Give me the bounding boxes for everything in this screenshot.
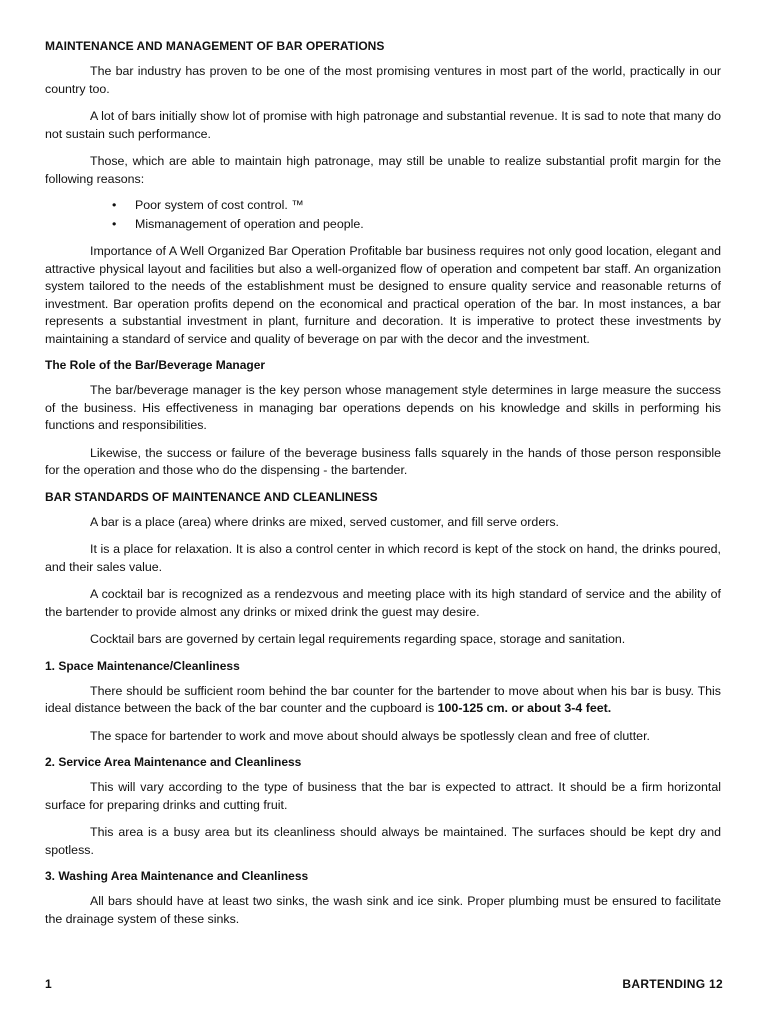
space-paragraph-1-text: There should be sufficient room behind the bar counter for the bartender to move about when his bar is busy. This ideal distance between the back of the bar counter and the cupboard is — [45, 683, 721, 715]
service-paragraph-1: This will vary according to the type of business that the bar is expected to attract. It should be a firm horizontal surface for preparing drinks and cutting fruit. — [45, 780, 721, 812]
standards-paragraph-2: It is a place for relaxation. It is also a control center in which record is kept of the stock on hand, the drinks poured, and their sales value. — [45, 542, 721, 574]
standards-heading: BAR STANDARDS OF MAINTENANCE AND CLEANLINESS — [45, 489, 378, 504]
document-page — [45, 33, 721, 938]
space-paragraph-1 — [45, 683, 721, 718]
intro-paragraph-2: A lot of bars initially show lot of promise with high patronage and substantial revenue. It is sad to note that many do not sustain such performance. — [45, 109, 721, 141]
list-item-text: Mismanagement of operation and people. — [135, 217, 364, 231]
page-footer — [45, 977, 723, 991]
list-item — [45, 196, 721, 215]
standards-paragraph-3: A cocktail bar is recognized as a rendezvous and meeting place with its high standard of service and the ability of the bartender to provide almost any drinks or mixed drink the guest may desire. — [45, 587, 721, 619]
standards-paragraph-1: A bar is a place (area) where drinks are mixed, served customer, and fill serve orders. — [90, 514, 559, 529]
intro-paragraph-1: The bar industry has proven to be one of the most promising ventures in most part of the world, practically in our country too. — [45, 64, 721, 96]
role-heading: The Role of the Bar/Beverage Manager — [45, 358, 266, 372]
running-title: BARTENDING 12 — [622, 977, 723, 991]
page-number: 1 — [45, 977, 52, 991]
list-item — [45, 215, 721, 234]
role-paragraph-2: Likewise, the success or failure of the beverage business falls squarely in the hands of those person responsible for the operation and those who do the dispensing - the bartender. — [45, 445, 721, 477]
space-heading: 1. Space Maintenance/Cleanliness — [45, 658, 240, 673]
standards-paragraph-4: Cocktail bars are governed by certain legal requirements regarding space, storage and sanitation. — [90, 632, 626, 646]
bullet-icon: • — [112, 217, 117, 231]
intro-paragraph-3: Those, which are able to maintain high patronage, may still be unable to realize substantial profit margin for the following reasons: — [45, 154, 721, 186]
list-item-text: Poor system of cost control. ™ — [135, 198, 304, 212]
bullet-icon: • — [112, 198, 117, 212]
ideal-distance-value: 100-125 cm. or about 3-4 feet. — [437, 701, 612, 715]
importance-paragraph: Importance of A Well Organized Bar Operation Profitable bar business requires not only good location, elegant and attractive physical layout and facilities but also a well-organized flow of operation and competent bar staff. An organization system tailored to the needs of the establishment must be designed to ensure quality service and reasonable returns of investment. Bar operation profits depend on the economical and practical operation of the bar. In most instances, a bar represents a substantial investment in plant, furniture and decoration. It is imperative to protect these investments by maintaining a standard of service and quality of beverage on par with the decor and the investment. — [45, 244, 721, 346]
washing-paragraph: All bars should have at least two sinks, the wash sink and ice sink. Proper plumbing must be ensured to facilitate the drainage system of these sinks. — [45, 894, 721, 926]
service-heading: 2. Service Area Maintenance and Cleanliness — [45, 755, 302, 769]
reasons-list — [45, 196, 721, 234]
washing-heading: 3. Washing Area Maintenance and Cleanliness — [45, 869, 309, 883]
space-paragraph-2: The space for bartender to work and move about should always be spotlessly clean and free of clutter. — [90, 728, 650, 743]
role-paragraph-1: The bar/beverage manager is the key person whose management style determines in large measure the success of the business. His effectiveness in managing bar operations depends on his knowledge and skills in performing his functions and responsibilities. — [45, 383, 721, 432]
document-title: MAINTENANCE AND MANAGEMENT OF BAR OPERATIONS — [45, 39, 385, 53]
service-paragraph-2: This area is a busy area but its cleanliness should always be maintained. The surfaces should be kept dry and spotless. — [45, 825, 721, 857]
